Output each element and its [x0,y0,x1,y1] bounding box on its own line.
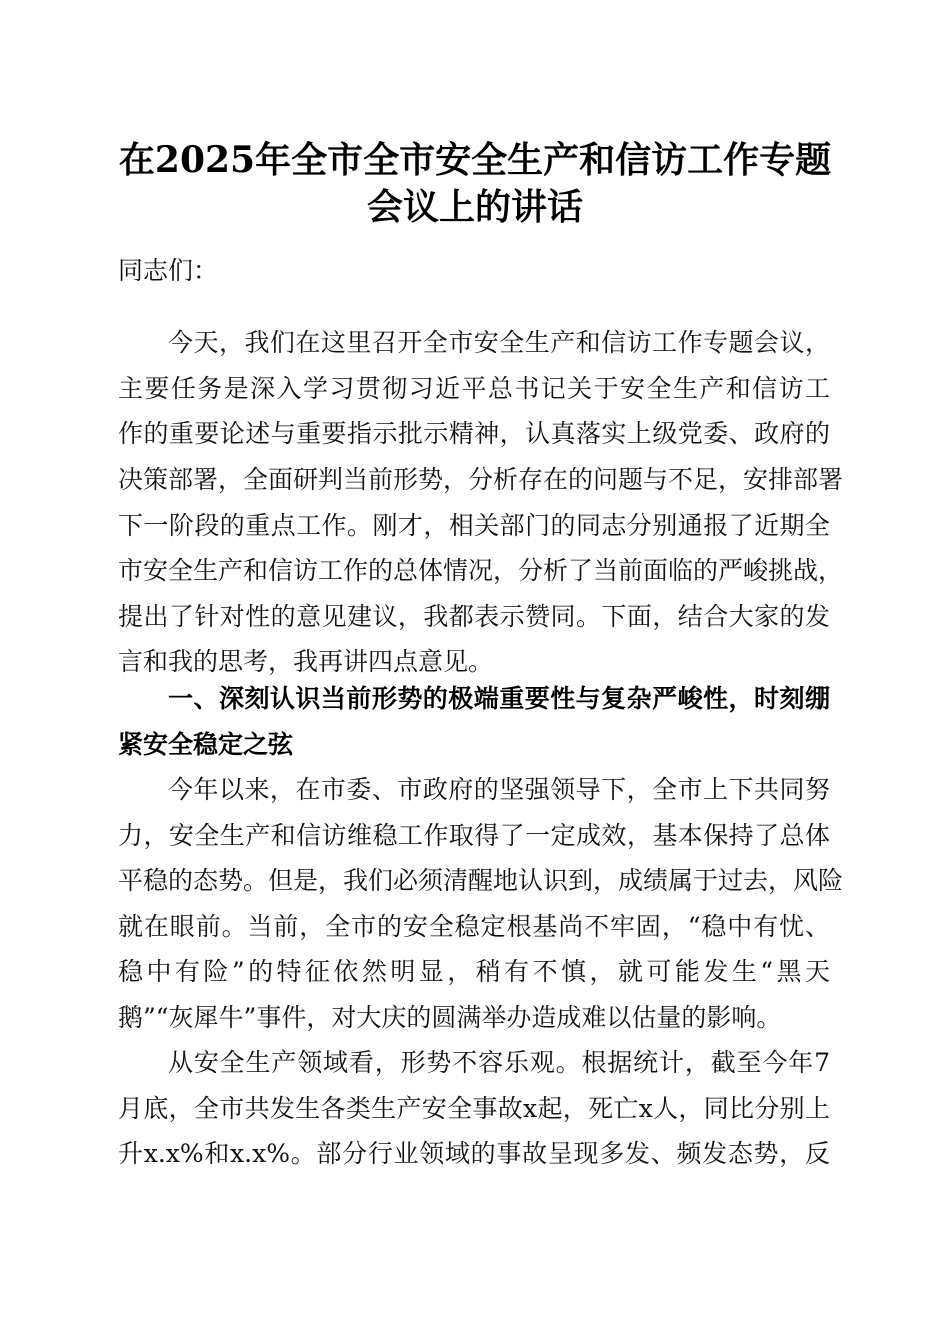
paragraph-2-line: 就在眼前。当前，全市的安全稳定根基尚不牢固，“稳中有忧、 [118,912,830,941]
paragraph-3-line: 升x.x%和x.x%。部分行业领域的事故呈现多发、频发态势，反 [118,1139,830,1168]
paragraph-3-line: 从安全生产领域看，形势不容乐观。根据统计，截至今年7 [168,1048,830,1077]
paragraph-1-line: 作的重要论述与重要指示批示精神，认真落实上级党委、政府的 [118,419,830,448]
paragraph-1-line: 下一阶段的重点工作。刚才，相关部门的同志分别通报了近期全 [118,511,830,540]
paragraph-2-line: 今年以来，在市委、市政府的坚强领导下，全市上下共同努 [168,775,830,804]
paragraph-2-line: 稳中有险”的特征依然明显，稍有不慎，就可能发生“黑天 [118,957,830,986]
salutation: 同志们： [118,256,219,285]
paragraph-3-line: 月底，全市共发生各类生产安全事故x起，死亡x人，同比分别上 [118,1094,830,1123]
paragraph-1-line: 言和我的思考，我再讲四点意见。 [118,647,494,676]
paragraph-1-line: 主要任务是深入学习贯彻习近平总书记关于安全生产和信访工 [118,374,830,403]
paragraph-2-line: 鹅”“灰犀牛”事件，对大庆的圆满举办造成难以估量的影响。 [118,1003,782,1032]
section-heading-1-line: 紧安全稳定之弦 [118,730,294,759]
paragraph-1-line: 今天，我们在这里召开全市安全生产和信访工作专题会议， [168,328,830,357]
document-title-line-2: 会议上的讲话 [366,186,583,228]
paragraph-1-line: 提出了针对性的意见建议，我都表示赞同。下面，结合大家的发 [118,602,830,631]
paragraph-2-line: 力，安全生产和信访维稳工作取得了一定成效，基本保持了总体 [118,821,830,850]
paragraph-2-line: 平稳的态势。但是，我们必须清醒地认识到，成绩属于过去，风险 [118,866,844,895]
paragraph-1-line: 市安全生产和信访工作的总体情况，分析了当前面临的严峻挑战， [118,556,844,585]
document-title-line-1: 在2025年全市全市安全生产和信访工作专题 [118,139,832,181]
paragraph-1-line: 决策部署，全面研判当前形势，分析存在的问题与不足，安排部署 [118,465,844,494]
section-heading-1-line: 一、深刻认识当前形势的极端重要性与复杂严峻性，时刻绷 [168,684,830,713]
